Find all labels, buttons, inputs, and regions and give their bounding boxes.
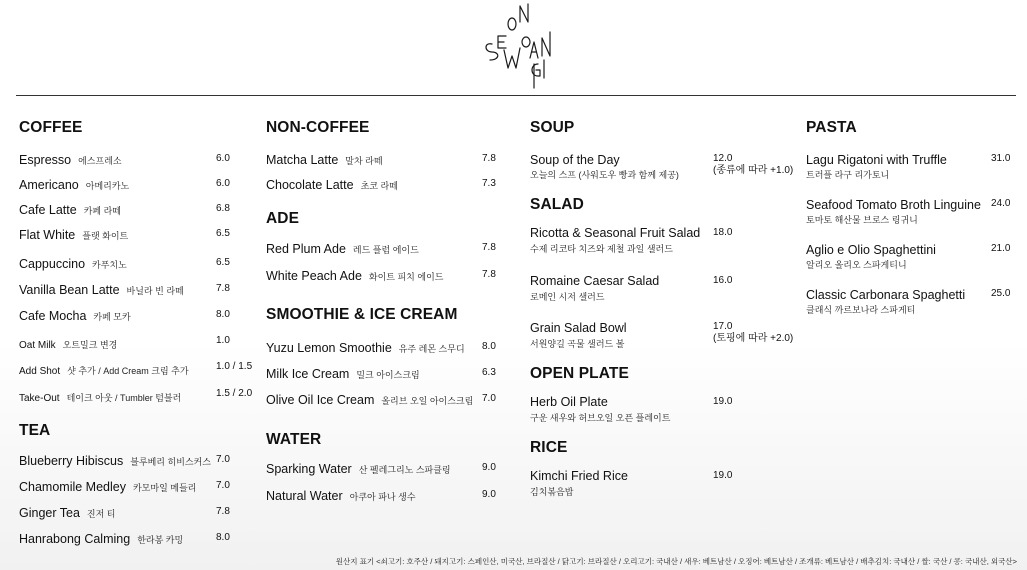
menu-item: Cafe Latte 카페 라떼 (19, 203, 121, 217)
price: 19.0 (713, 396, 733, 407)
menu-item: Olive Oil Ice Cream 올리브 오일 아이스크림 (266, 393, 474, 407)
menu-item-kr: 김치볶음밥 (530, 487, 574, 497)
price: 7.0 (216, 454, 230, 465)
price: 8.0 (482, 341, 496, 352)
price: 6.3 (482, 367, 496, 378)
menu-item-kr: 오늘의 스프 (사워도우 빵과 함께 제공) (530, 170, 679, 180)
price: 7.8 (482, 242, 496, 253)
menu-item: Hanrabong Calming 한라봉 카밍 (19, 532, 184, 546)
price: 31.0 (991, 153, 1011, 164)
menu-item: Grain Salad Bowl (530, 321, 627, 335)
menu-item: Romaine Caesar Salad (530, 274, 660, 288)
menu-item: Espresso 에스프레소 (19, 153, 122, 167)
water-heading: WATER (266, 431, 322, 448)
menu-item: White Peach Ade 화이트 피치 에이드 (266, 269, 444, 283)
menu-item: Yuzu Lemon Smoothie 유주 레몬 스무디 (266, 341, 465, 355)
price: 6.5 (216, 228, 230, 239)
menu-item-kr: 로메인 시저 샐러드 (530, 292, 605, 302)
menu-item: Americano 아메리카노 (19, 178, 130, 192)
price: 6.8 (216, 203, 230, 214)
price: 21.0 (991, 243, 1011, 254)
menu-item-kr: 토마토 해산물 브로스 링귀니 (806, 215, 918, 225)
menu-item: Matcha Latte 말차 라떼 (266, 153, 383, 167)
menu-item: Chamomile Medley 카모마일 메들리 (19, 480, 197, 494)
price: 1.0 (216, 335, 230, 346)
price: 9.0 (482, 462, 496, 473)
price: 6.5 (216, 257, 230, 268)
rice-heading: RICE (530, 439, 568, 456)
menu-item: Blueberry Hibiscus 블루베리 히비스커스 (19, 454, 211, 468)
menu-item: Vanilla Bean Latte 바닐라 빈 라떼 (19, 283, 184, 297)
price: 9.0 (482, 489, 496, 500)
menu-item: Classic Carbonara Spaghetti (806, 288, 966, 302)
price: 25.0 (991, 288, 1011, 299)
menu-item: Ricotta & Seasonal Fruit Salad (530, 226, 701, 240)
tea-heading: TEA (19, 422, 51, 439)
menu-item: Cappuccino 카푸치노 (19, 257, 127, 271)
price: 6.0 (216, 153, 230, 164)
menu-item: Red Plum Ade 레드 플럼 에이드 (266, 242, 419, 256)
menu-item: Soup of the Day (530, 153, 620, 167)
menu-item: Milk Ice Cream 밀크 아이스크림 (266, 367, 420, 381)
menu-item: Chocolate Latte 초코 라떼 (266, 178, 398, 192)
menu-item: Lagu Rigatoni with Truffle (806, 153, 947, 167)
menu-item: Natural Water 아쿠아 파나 생수 (266, 489, 416, 503)
price: 7.0 (216, 480, 230, 491)
menu-item: Oat Milk 오트밀크 변경 (19, 340, 118, 351)
price: 7.0 (482, 393, 496, 404)
menu-item: Add Shot 샷 추가 / Add Cream 크림 추가 (19, 366, 189, 377)
header-divider (16, 95, 1016, 96)
menu-item: Take-Out 테이크 아웃 / Tumbler 텀블러 (19, 393, 182, 404)
price-note: (종류에 따라 +1.0) (713, 165, 794, 176)
price: 7.3 (482, 178, 496, 189)
openplate-heading: OPEN PLATE (530, 365, 629, 382)
menu-item-kr: 트러플 라구 리가토니 (806, 170, 890, 180)
price: 8.0 (216, 532, 230, 543)
menu-item-kr: 구운 새우와 허브오일 오픈 플레이트 (530, 413, 671, 423)
ade-heading: ADE (266, 210, 300, 227)
menu-item: Sparking Water 산 펠레그리노 스파클링 (266, 462, 451, 476)
menu-item: Herb Oil Plate (530, 395, 608, 409)
price: 1.0 / 1.5 (216, 361, 253, 372)
price: 7.8 (216, 506, 230, 517)
menu-item-kr: 수제 리코타 치즈와 제철 과일 샐러드 (530, 244, 673, 254)
menu-item: Cafe Mocha 카페 모카 (19, 309, 131, 323)
pasta-heading: PASTA (806, 119, 857, 136)
price: 16.0 (713, 275, 733, 286)
price: 7.8 (216, 283, 230, 294)
origin-notice: 원산지 표기 <쇠고기: 호주산 / 돼지고기: 스페인산, 미국산, 브라질산 / 닭고기: 브라질산 / 오리고기: 국내산 / 새우: 베트남산 / 오징어: 베트남산 / 조개류: 베트남산 / 배추김치: 국내산 / 쌀: 국산 / 콩: 국내산, 외국산> (335, 557, 1017, 566)
menu-item-kr: 클래식 까르보나라 스파게티 (806, 305, 916, 315)
price: 18.0 (713, 227, 733, 238)
price: 19.0 (713, 470, 733, 481)
menu-item-kr: 서원양길 곡물 샐러드 볼 (530, 339, 625, 349)
menu-item: Ginger Tea 진저 티 (19, 506, 116, 520)
price: 7.8 (482, 153, 496, 164)
menu-item: Kimchi Fried Rice (530, 469, 628, 483)
price: 7.8 (482, 269, 496, 280)
salad-heading: SALAD (530, 196, 584, 213)
menu-item: Seafood Tomato Broth Linguine (806, 198, 981, 212)
menu-item: Flat White 플랫 화이트 (19, 228, 129, 242)
menu-item: Aglio e Olio Spaghettini (806, 243, 936, 257)
menu-item-kr: 알리오 올리오 스파게티니 (806, 260, 907, 270)
price: 1.5 / 2.0 (216, 388, 253, 399)
coffee-heading: COFFEE (19, 119, 83, 136)
smoothie-heading: SMOOTHIE & ICE CREAM (266, 306, 458, 323)
price-note: (토핑에 따라 +2.0) (713, 333, 794, 344)
price: 8.0 (216, 309, 230, 320)
seonwoangi-logo (470, 2, 570, 90)
soup-heading: SOUP (530, 119, 575, 136)
price: 17.0 (713, 321, 733, 332)
price: 24.0 (991, 198, 1011, 209)
noncoffee-heading: NON-COFFEE (266, 119, 370, 136)
price: 12.0 (713, 153, 733, 164)
price: 6.0 (216, 178, 230, 189)
